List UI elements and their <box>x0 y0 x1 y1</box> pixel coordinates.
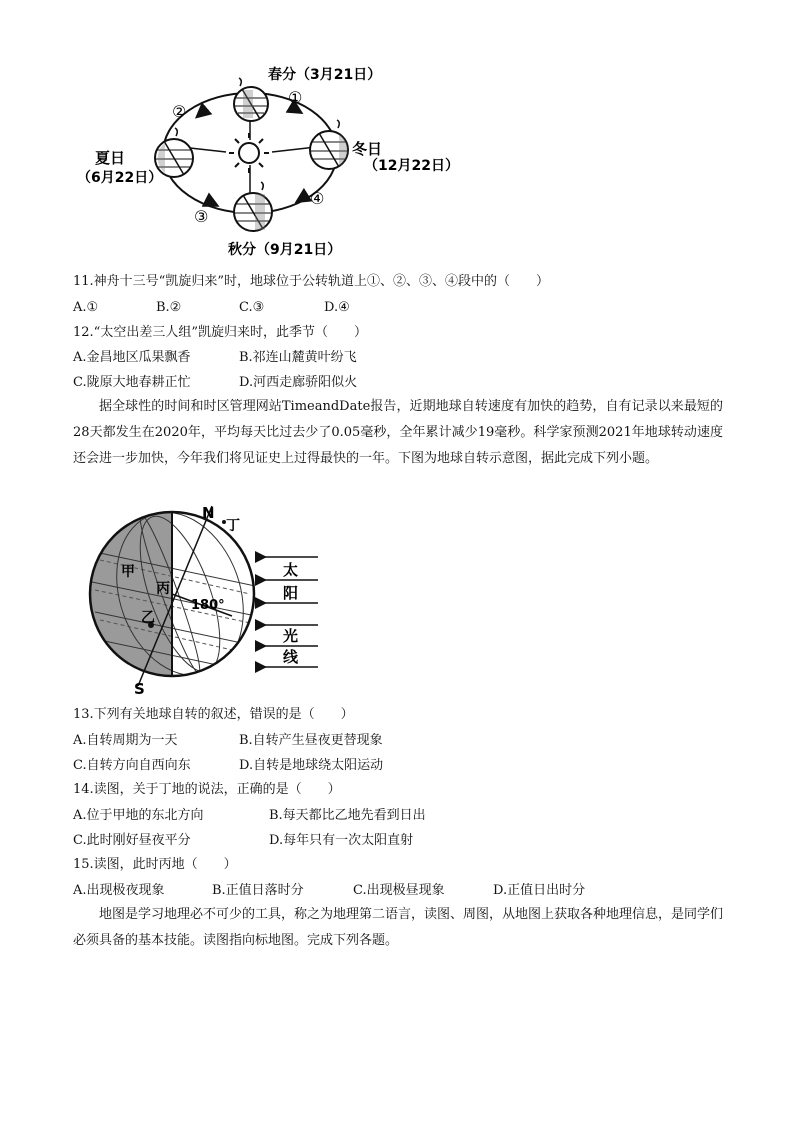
longitude-label: 180° <box>191 598 225 613</box>
passage-map-reading: 地图是学习地理必不可少的工具，称之为地理第二语言，读图、周图，从地图上获取各种地理信息，是同学们必须具备的基本技能。读图指向标地图。完成下列各题。 <box>73 907 724 948</box>
sunlight-label-yang: 阳 <box>283 584 299 602</box>
summer-name: 夏日 <box>95 149 126 167</box>
orbit-diagram <box>0 0 794 270</box>
point-jia-label: 甲 <box>121 564 135 580</box>
q14-option-b[interactable]: B.每天都比乙地先看到日出 <box>269 808 426 823</box>
q11-option-b[interactable]: B.② <box>156 300 182 315</box>
point-yi-label: 乙 <box>141 610 155 626</box>
north-pole-label: N <box>202 504 215 522</box>
q11-option-d[interactable]: D.④ <box>324 300 350 315</box>
q15-option-d[interactable]: D.正值日出时分 <box>493 883 586 898</box>
q11-option-a[interactable]: A.① <box>73 300 99 315</box>
south-pole-label: S <box>134 680 145 698</box>
q15-stem: 15.读图，此时丙地（ ） <box>73 857 237 872</box>
sun-icon <box>229 133 269 173</box>
globe-diagram <box>0 500 794 700</box>
q14-option-a[interactable]: A.位于甲地的东北方向 <box>73 808 204 823</box>
passage-earth-rotation: 据全球性的时间和时区管理网站TimeandDate报告，近期地球自转速度有加快的趋势，自有记录以来最短的28天都发生在2020年，平均每天比过去少了0.05毫秒，全年累计减少19毫秒。科学家预测2021年地球转动速度还会进一步加快，今年我们将见证史上过得最快的一年。下图为地球自转示意图，据此完成下列小题。 <box>73 399 723 466</box>
spring-label: 春分（3月21日） <box>268 67 382 83</box>
sunlight-label-guang: 光 <box>283 627 299 645</box>
earth-autumn-icon <box>234 182 272 231</box>
segment-1: ① <box>288 88 303 107</box>
q14-stem: 14.读图，关于丁地的说法，正确的是（ ） <box>73 782 341 797</box>
q13-option-d[interactable]: D.自转是地球绕太阳运动 <box>239 758 384 773</box>
segment-3: ③ <box>194 207 209 226</box>
summer-date: （6月22日） <box>77 170 163 186</box>
q11-stem: 11.神舟十三号“凯旋归来”时，地球位于公转轨道上①、②、③、④段中的（ ） <box>73 274 549 289</box>
q12-option-d[interactable]: D.河西走廊骄阳似火 <box>239 375 358 390</box>
point-bing-label: 丙 <box>156 581 170 597</box>
q11-option-c[interactable]: C.③ <box>239 300 265 315</box>
q12-option-a[interactable]: A.金昌地区瓜果飘香 <box>73 350 191 365</box>
segment-4: ④ <box>310 189 325 208</box>
q13-stem: 13.下列有关地球自转的叙述，错误的是（ ） <box>73 707 354 722</box>
q13-option-c[interactable]: C.自转方向自西向东 <box>73 758 191 773</box>
q15-option-c[interactable]: C.出现极昼现象 <box>353 883 445 898</box>
q12-stem: 12.“太空出差三人组”凯旋归来时，此季节（ ） <box>73 325 367 340</box>
q15-option-a[interactable]: A.出现极夜现象 <box>73 883 165 898</box>
segment-2: ② <box>172 102 187 121</box>
autumn-label: 秋分（9月21日） <box>228 242 342 258</box>
earth-spring-icon <box>234 78 268 121</box>
q13-option-b[interactable]: B.自转产生昼夜更替现象 <box>239 733 383 748</box>
winter-date: （12月22日） <box>364 158 459 174</box>
q15-option-b[interactable]: B.正值日落时分 <box>212 883 304 898</box>
q14-option-c[interactable]: C.此时刚好昼夜平分 <box>73 833 191 848</box>
point-ding-label: 丁 <box>226 518 240 534</box>
winter-name: 冬日 <box>352 140 383 158</box>
q14-option-d[interactable]: D.每年只有一次太阳直射 <box>269 833 414 848</box>
sunlight-label-xian: 线 <box>283 648 299 666</box>
q12-option-b[interactable]: B.祁连山麓黄叶纷飞 <box>239 350 357 365</box>
q13-option-a[interactable]: A.自转周期为一天 <box>73 733 178 748</box>
q12-option-c[interactable]: C.陇原大地春耕正忙 <box>73 375 191 390</box>
sunlight-label-tai: 太 <box>283 561 299 579</box>
